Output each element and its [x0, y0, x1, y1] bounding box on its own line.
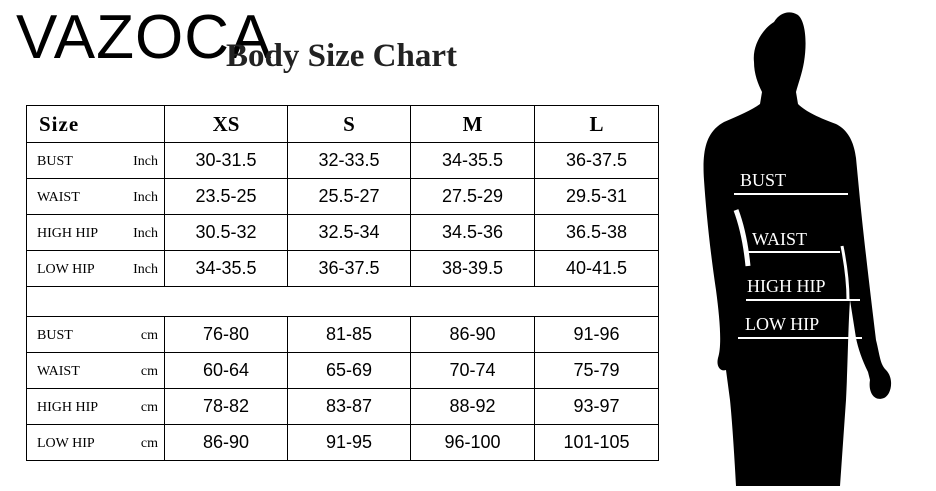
measure-name: HIGH HIP: [37, 400, 99, 415]
table-cell: 36-37.5: [535, 143, 659, 179]
size-column-header: S: [288, 106, 411, 143]
table-cell: 65-69: [288, 353, 411, 389]
table-cell: 83-87: [288, 389, 411, 425]
table-row: [27, 317, 659, 353]
table-cell: 70-74: [411, 353, 535, 389]
table-cell: 36-37.5: [288, 251, 411, 287]
measure-unit: cm: [140, 328, 158, 343]
size-chart-table: [26, 105, 659, 461]
measure-name: HIGH HIP: [37, 226, 99, 241]
row-label: [27, 215, 165, 251]
page-title: Body Size Chart: [226, 38, 457, 74]
row-label: [27, 179, 165, 215]
table-cell: 34-35.5: [165, 251, 288, 287]
table-row: [27, 251, 659, 287]
table-cell: 86-90: [165, 425, 288, 461]
table-cell: 60-64: [165, 353, 288, 389]
table-cell: 36.5-38: [535, 215, 659, 251]
table-cell: 40-41.5: [535, 251, 659, 287]
table-cell: 101-105: [535, 425, 659, 461]
body-figure: [690, 0, 936, 486]
body-silhouette: [690, 0, 936, 486]
measure-name: BUST: [37, 328, 73, 343]
table-cell: 38-39.5: [411, 251, 535, 287]
table-cell: 34-35.5: [411, 143, 535, 179]
measure-unit: cm: [140, 436, 158, 451]
table-header-row: [27, 106, 659, 143]
table-cell: 32.5-34: [288, 215, 411, 251]
measure-name: WAIST: [37, 190, 80, 205]
separator-cell: [27, 287, 659, 317]
measure-name: WAIST: [37, 364, 80, 379]
table-cell: 86-90: [411, 317, 535, 353]
figure-label-low-hip: LOW HIP: [745, 314, 820, 334]
size-column-header: M: [411, 106, 535, 143]
table-cell: 91-96: [535, 317, 659, 353]
table-cell: 32-33.5: [288, 143, 411, 179]
table-cell: 23.5-25: [165, 179, 288, 215]
table-separator-row: [27, 287, 659, 317]
size-column-header: L: [535, 106, 659, 143]
measure-name: LOW HIP: [37, 436, 95, 451]
table-cell: 76-80: [165, 317, 288, 353]
row-label: [27, 353, 165, 389]
table-row: [27, 215, 659, 251]
measure-name: LOW HIP: [37, 262, 95, 277]
table-cell: 30.5-32: [165, 215, 288, 251]
table-row: [27, 143, 659, 179]
measure-unit: cm: [140, 400, 158, 415]
row-label: [27, 317, 165, 353]
table-cell: 25.5-27: [288, 179, 411, 215]
table-row: [27, 389, 659, 425]
table-cell: 75-79: [535, 353, 659, 389]
measure-unit: Inch: [133, 154, 158, 169]
size-column-header: XS: [165, 106, 288, 143]
measure-unit: cm: [140, 364, 158, 379]
table-cell: 81-85: [288, 317, 411, 353]
row-label: [27, 251, 165, 287]
measure-unit: Inch: [133, 262, 158, 277]
table-cell: 96-100: [411, 425, 535, 461]
brand-logo: VAZOCA: [16, 3, 273, 72]
row-label: [27, 143, 165, 179]
figure-label-waist: WAIST: [752, 229, 807, 249]
table-cell: 29.5-31: [535, 179, 659, 215]
measure-unit: Inch: [133, 226, 158, 241]
figure-label-high-hip: HIGH HIP: [747, 276, 826, 296]
size-header: Size: [27, 106, 165, 143]
table-row: [27, 425, 659, 461]
table-cell: 88-92: [411, 389, 535, 425]
measure-name: BUST: [37, 154, 73, 169]
table-row: [27, 179, 659, 215]
table-cell: 27.5-29: [411, 179, 535, 215]
table-row: [27, 353, 659, 389]
table-cell: 93-97: [535, 389, 659, 425]
table-cell: 34.5-36: [411, 215, 535, 251]
row-label: [27, 389, 165, 425]
table-cell: 91-95: [288, 425, 411, 461]
row-label: [27, 425, 165, 461]
figure-label-bust: BUST: [740, 170, 787, 190]
table-cell: 78-82: [165, 389, 288, 425]
table-cell: 30-31.5: [165, 143, 288, 179]
measure-unit: Inch: [133, 190, 158, 205]
